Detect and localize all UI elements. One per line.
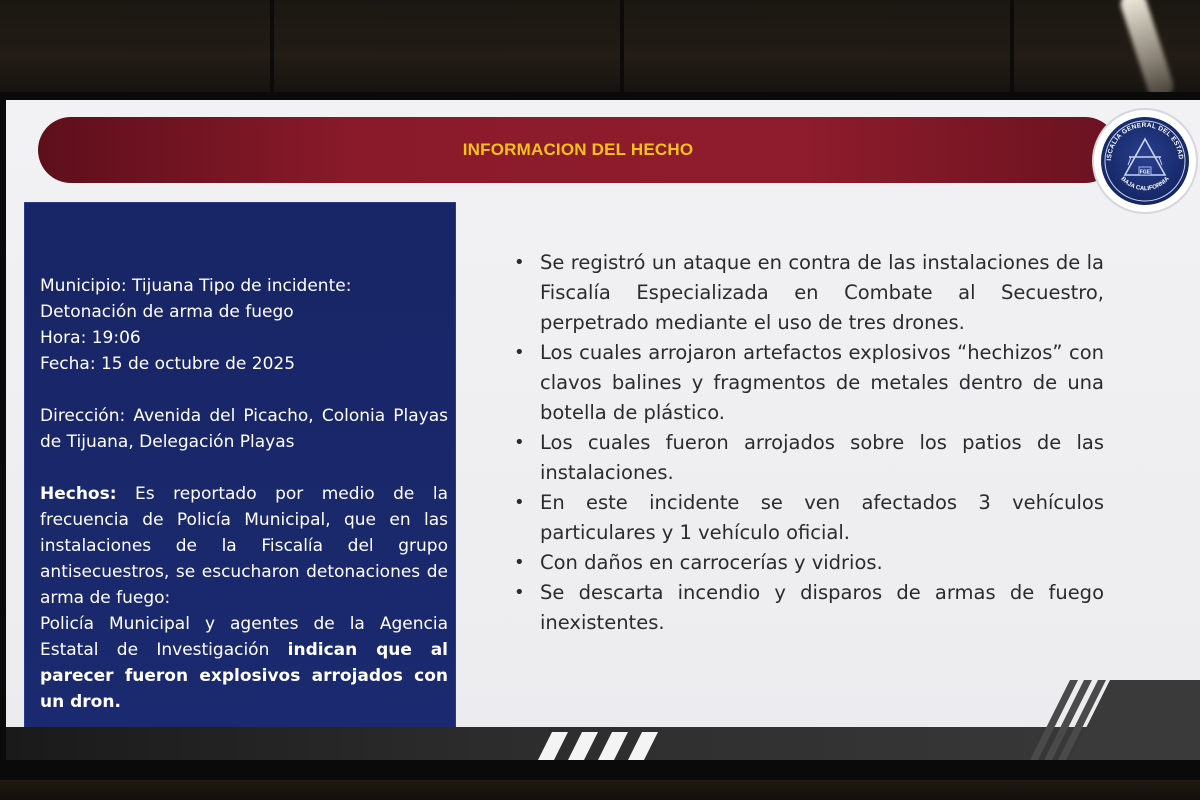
monitor [0, 92, 1200, 782]
room-beam [620, 0, 624, 96]
bullet-icon: • [514, 582, 525, 603]
bullet-icon: • [514, 252, 525, 273]
bullet-icon: • [514, 492, 525, 513]
police-paragraph [40, 611, 448, 715]
room-beam [270, 0, 274, 96]
monitor-base [0, 780, 1200, 800]
incident-info-panel [24, 202, 456, 732]
bullet-icon: • [514, 432, 525, 453]
background-room [0, 0, 1200, 96]
bullet-text: Los cuales arrojaron artefactos explosivos “hechizos” con clavos balines y fragmentos de metales dentro de una botella de plástico. [540, 341, 1104, 424]
svg-text:BAJA CALIFORNIA [1119, 176, 1171, 193]
hechos-paragraph [40, 481, 448, 611]
hora-line: Hora: 19:06 [40, 328, 141, 348]
bullet-text: Con daños en carrocerías y vidrios. [540, 551, 883, 574]
presentation-slide [6, 100, 1200, 760]
bullet-text: En este incidente se ven afectados 3 vehículos particulares y 1 vehículo oficial. [540, 491, 1104, 544]
bullet-item [506, 488, 1104, 548]
bullet-item [506, 548, 1104, 578]
bullet-icon: • [514, 342, 525, 363]
svg-text:FISCALÍA GENERAL DEL ESTADO [1101, 117, 1184, 161]
bullet-item [506, 578, 1104, 638]
facts-bullet-list [506, 248, 1104, 638]
bullet-item [506, 428, 1104, 488]
police-text: Policía Municipal y agentes de la Agencia Estatal de Investigación [40, 614, 448, 660]
bullet-text: Se registró un ataque en contra de las instalaciones de la Fiscalía Especializada en Combate al Secuestro, perpetrado mediante el uso de tres drones. [540, 251, 1104, 334]
footer-stripes-icon [516, 732, 666, 760]
slide-title: INFORMACION DEL HECHO [462, 140, 694, 159]
fge-seal-logo [1094, 110, 1196, 212]
bullet-item [506, 248, 1104, 338]
hechos-label: Hechos: [40, 484, 117, 504]
fecha-line: Fecha: 15 de octubre de 2025 [40, 354, 296, 374]
bullet-icon: • [514, 552, 525, 573]
incident-details [40, 273, 448, 715]
incident-type-line: Detonación de arma de fuego [40, 302, 294, 322]
room-beam [1010, 0, 1014, 96]
direccion-line: Dirección: Avenida del Picacho, Colonia Playas de Tijuana, Delegación Playas [40, 406, 448, 452]
seal-ring-top-text: ISCALÍA GENERAL DEL ESTAD [1105, 121, 1185, 161]
municipio-line: Municipio: Tijuana Tipo de incidente: [40, 276, 352, 296]
seal-emblem [1101, 117, 1189, 205]
bullet-item [506, 338, 1104, 428]
bullet-text: Los cuales fueron arrojados sobre los patios de las instalaciones. [540, 431, 1104, 484]
hechos-text: Es reportado por medio de la frecuencia de Policía Municipal, que en las instalaciones de la Fiscalía del grupo antisecuestros, se escucharon detonaciones de arma de fuego: [40, 484, 448, 608]
bullet-text: Se descarta incendio y disparos de armas de fuego inexistentes. [540, 581, 1104, 634]
seal-emblem-icon [1101, 117, 1189, 205]
police-bold-text: indican que al parecer fueron explosivos arrojados con un dron. [40, 640, 448, 712]
seal-ring-bottom-text: BAJA CALIFORNIA [1119, 176, 1171, 193]
corner-stripes-icon [1026, 680, 1200, 760]
title-banner [38, 117, 1118, 183]
seal-center-text: FGE [1139, 169, 1151, 176]
